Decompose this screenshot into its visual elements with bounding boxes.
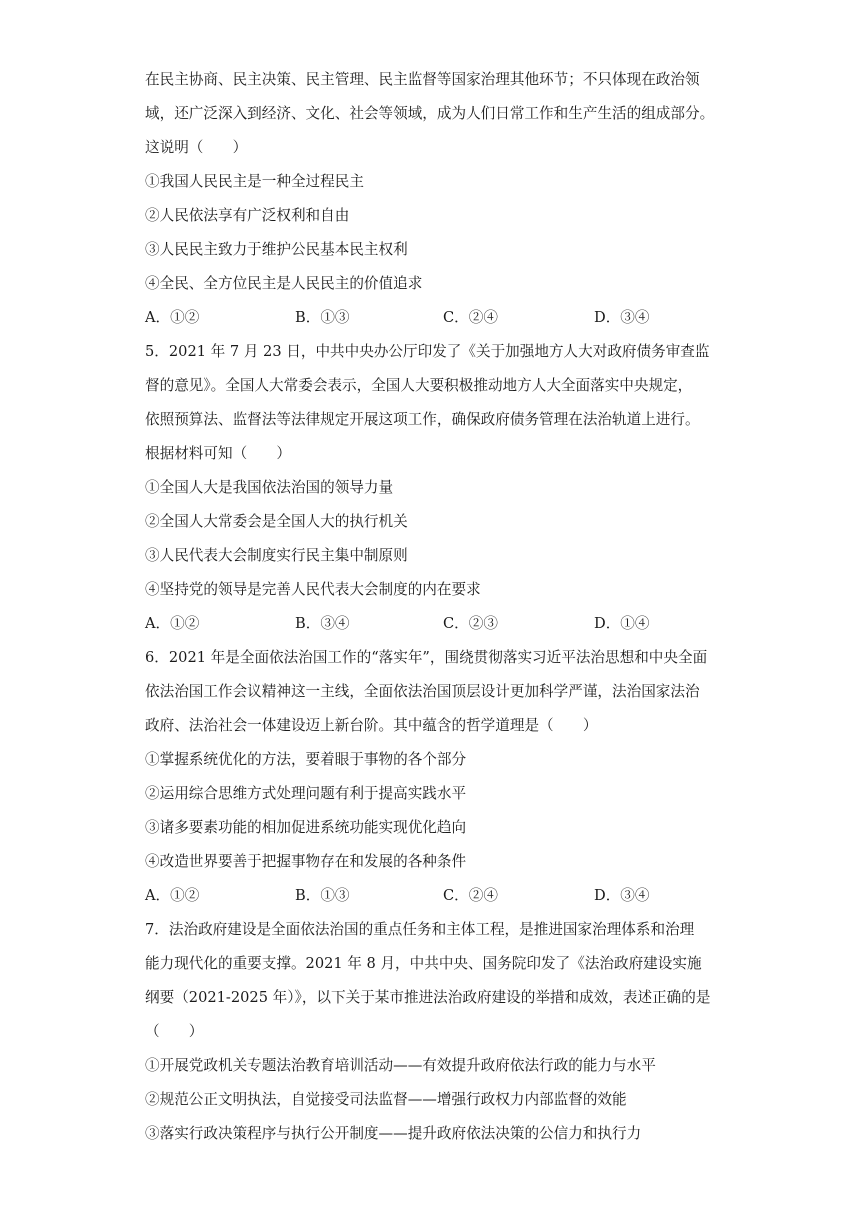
- q5-statement-4: ④坚持党的领导是完善人民代表大会制度的内在要求: [145, 581, 481, 598]
- q6-stem-line-1: 6．2021 年是全面依法治国工作的“落实年”，围绕贯彻落实习近平法治思想和中央全面: [145, 649, 708, 666]
- q6-stem-line-3: 政府、法治社会一体建设迈上新台阶。其中蕴含的哲学道理是（ ）: [145, 717, 598, 734]
- q4-statement-1: ①我国人民民主是一种全过程民主: [145, 173, 364, 190]
- q4-statement-4: ④全民、全方位民主是人民民主的价值追求: [145, 275, 423, 292]
- q7-stem-line-1: 7．法治政府建设是全面依法治国的重点任务和主体工程，是推进国家治理体系和治理: [145, 921, 695, 938]
- q4-option-c: C．②④: [443, 309, 498, 326]
- q6-statement-2: ②运用综合思维方式处理问题有利于提高实践水平: [145, 785, 467, 802]
- q5-stem-line-1: 5．2021 年 7 月 23 日，中共中央办公厅印发了《关于加强地方人大对政府债务审查监: [145, 343, 710, 360]
- q7-stem-line-2: 能力现代化的重要支撑。2021 年 8 月，中共中央、国务院印发了《法治政府建设实施: [145, 955, 702, 972]
- q5-option-b: B．③④: [295, 615, 350, 632]
- q5-stem-line-3: 依照预算法、监督法等法律规定开展这项工作，确保政府债务管理在法治轨道上进行。: [145, 411, 700, 428]
- q7-statement-2: ②规范公正文明执法，自觉接受司法监督——增强行政权力内部监督的效能: [145, 1091, 627, 1108]
- q6-stem-line-2: 依法治国工作会议精神这一主线，全面依法治国顶层设计更加科学严谨，法治国家法治: [145, 683, 700, 700]
- q5-option-c: C．②③: [443, 615, 498, 632]
- q6-statement-1: ①掌握系统优化的方法，要着眼于事物的各个部分: [145, 751, 467, 768]
- q4-option-a: A．①②: [145, 309, 200, 326]
- q6-option-d: D．③④: [594, 887, 650, 904]
- q4-stem-line-3: 这说明（ ）: [145, 139, 248, 156]
- q4-stem-line-2: 域，还广泛深入到经济、文化、社会等领域，成为人们日常工作和生产生活的组成部分。: [145, 105, 715, 122]
- q4-statement-2: ②人民依法享有广泛权利和自由: [145, 207, 350, 224]
- q6-statement-4: ④改造世界要善于把握事物存在和发展的各种条件: [145, 853, 467, 870]
- q7-statement-3: ③落实行政决策程序与执行公开制度——提升政府依法决策的公信力和执行力: [145, 1125, 642, 1142]
- q7-stem-line-4: （ ）: [145, 1023, 204, 1040]
- q5-stem-line-2: 督的意见》。全国人大常委会表示，全国人大要积极推动地方人大全面落实中央规定，: [145, 377, 693, 394]
- q7-statement-1: ①开展党政机关专题法治教育培训活动——有效提升政府依法行政的能力与水平: [145, 1057, 656, 1074]
- q4-option-d: D．③④: [594, 309, 650, 326]
- q4-stem-line-1: 在民主协商、民主决策、民主管理、民主监督等国家治理其他环节；不只体现在政治领: [145, 71, 700, 88]
- q4-statement-3: ③人民民主致力于维护公民基本民主权利: [145, 241, 408, 258]
- q6-statement-3: ③诸多要素功能的相加促进系统功能实现优化趋向: [145, 819, 467, 836]
- q4-option-b: B．①③: [295, 309, 350, 326]
- q6-option-b: B．①③: [295, 887, 350, 904]
- q6-option-c: C．②④: [443, 887, 498, 904]
- q5-option-a: A．①②: [145, 615, 200, 632]
- q5-statement-1: ①全国人大是我国依法治国的领导力量: [145, 479, 394, 496]
- q5-statement-3: ③人民代表大会制度实行民主集中制原则: [145, 547, 408, 564]
- q5-stem-line-4: 根据材料可知（ ）: [145, 445, 291, 462]
- q5-option-d: D．①④: [594, 615, 650, 632]
- q7-stem-line-3: 纲要（2021-2025 年）》，以下关于某市推进法治政府建设的举措和成效，表述正确的是: [145, 989, 711, 1006]
- q6-option-a: A．①②: [145, 887, 200, 904]
- q5-statement-2: ②全国人大常委会是全国人大的执行机关: [145, 513, 408, 530]
